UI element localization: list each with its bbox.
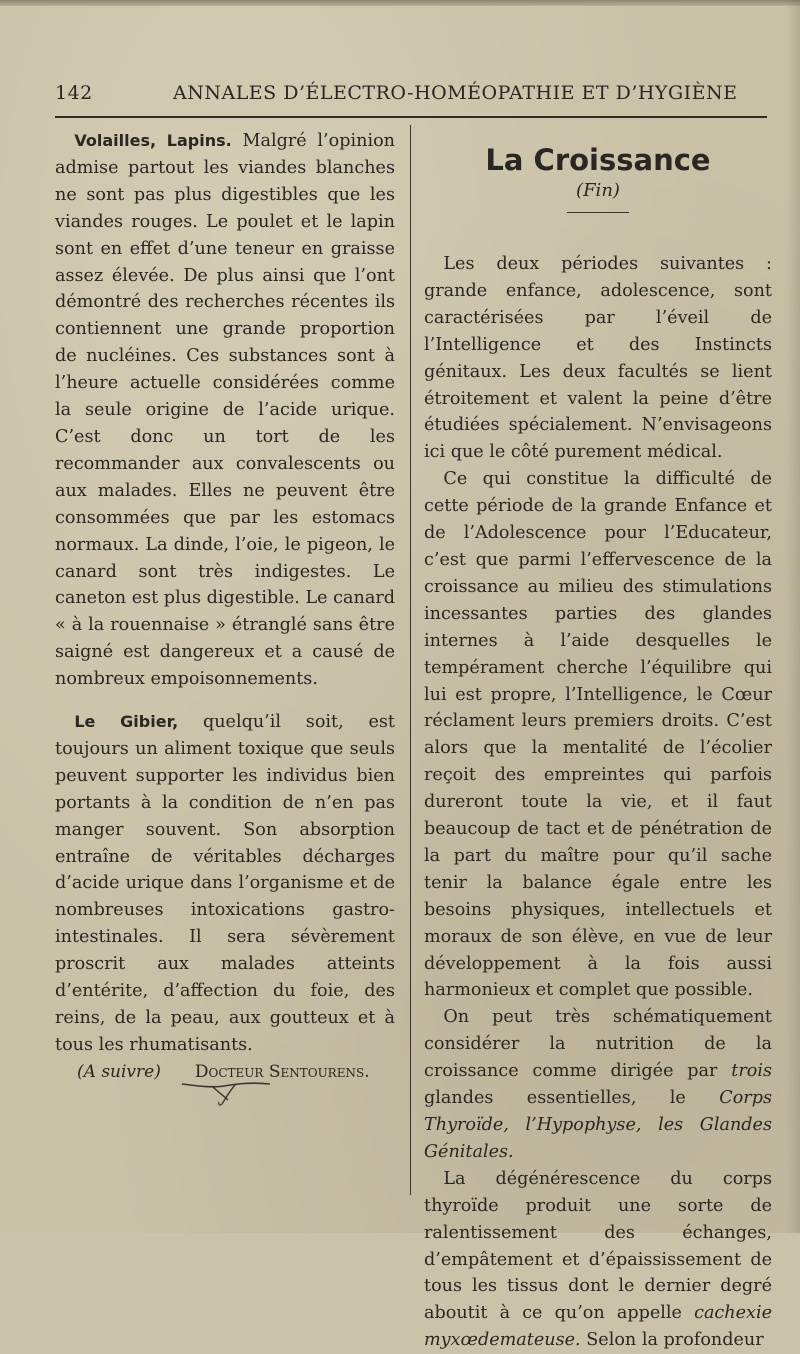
right-column: [424, 128, 772, 1354]
paragraph-poultry-text: Malgré l’opinion admise partout les viandes blanches ne sont pas plus digestibles que les viandes rouges. Le poulet et le lapin sont en effet d’une teneur en graisse assez élevée. De plus ainsi que l’ont démontré des recherches récentes ils contiennent une grande proportion de nucléines. Ces substances sont à l’heure actuelle considérées comme la seule origine de l’acide urique. C’est donc un tort de les recommander aux convalescents ou aux malades. Elles ne peuvent être consommées que par les estomacs normaux. La dinde, l’oie, le pigeon, le canard sont très indigestes. Le caneton est plus digestible. Le canard « à la rouennaise » étranglé sans être saigné est dangereux et a causé de nombreux empoisonnements.: [55, 131, 395, 690]
paragraph-difficulty: Ce qui constitue la difficulté de cette période de la grande Enfance et de l’Adolescence pour l’Educateur, c’est que parmi l’effervescence de la croissance au milieu des stimulations incessantes parties des glandes internes à l’aide desquelles le tempérament cherche l’équilibre qui lui est propre, l’Intelligence, le Cœur réclament leurs premiers droits. C’est alors que la mentalité de l’écolier reçoit des empreintes qui parfois dureront toute la vie, et il faut beaucoup de tact et de pénétration de la part du maître pour qu’il sache tenir la balance égale entre les besoins physiques, intellectuels et moraux de son élève, en vue de leur développement à la fois aussi harmonieux et complet que possible.: [424, 469, 772, 1001]
paragraph-glands: [424, 1004, 772, 1165]
title-rule: [567, 212, 629, 213]
glands-list: Corps Thyroïde, l’Hypophyse, les Glandes Génitales.: [424, 1088, 772, 1162]
paragraph-poultry: [55, 128, 395, 693]
thyroid-term: cachexie myxœdemateuse.: [424, 1303, 772, 1351]
paragraph-game-text: quelqu’il soit, est toujours un aliment toxique que seuls peuvent supporter les individus bien portants à la condition de n’en pas manger souvent. Son absorption entraîne de véritables décharges d’acide urique dans l’organisme et de nombreuses intoxications gastro-intestinales. Il sera sévèrement proscrit aux malades atteints d’entérite, d’affection du foie, des reins, de la peau, aux goutteux et à tous les rhumatisants.: [55, 712, 395, 1055]
glands-text-mid: glandes essentielles, le: [424, 1088, 720, 1109]
paragraph-game: [55, 709, 395, 1059]
run-in-heading-poultry: Volailles, Lapins.: [74, 131, 232, 150]
glands-text-start: On peut très schématiquement considérer la nutrition de la croissance comme dirigée par: [424, 1007, 772, 1082]
article-subtitle: (Fin): [576, 180, 620, 201]
run-in-heading-game: Le Gibier,: [74, 712, 179, 732]
running-head: [55, 82, 755, 112]
header-rule: [55, 116, 767, 118]
scanned-right-edge: [786, 0, 800, 1233]
paragraph-thyroid: [424, 1166, 772, 1354]
paragraph-periods: Les deux périodes suivantes : grande enfance, adolescence, sont caractérisées par l’éveil de l’Intelligence et des Instincts génitaux. Les deux facultés se lient étroitement et valent la peine d’être étudiées spécialement. N’envisageons ici que le côté purement médical.: [424, 254, 772, 463]
scanned-top-edge: [0, 0, 800, 6]
running-title: ANNALES D’ÉLECTRO-HOMÉOPATHIE ET D’HYGIÈNE: [173, 82, 738, 104]
thyroid-text-start: La dégénérescence du corps thyroïde produit une sorte de ralentissement des échanges, d’empâtement et d’épaississement de tous les tissus dont le dernier degré aboutit à ce qu’on appelle: [424, 1168, 772, 1324]
to-be-continued: (A suivre): [77, 1061, 161, 1082]
column-divider: [410, 125, 411, 1195]
ornament-flourish-icon: [178, 1072, 274, 1112]
left-column: [55, 128, 395, 1086]
page-number: 142: [55, 82, 93, 104]
author-name: Docteur Sentourens.: [194, 1061, 370, 1082]
article-title: La Croissance: [485, 143, 711, 177]
glands-count: trois: [731, 1061, 772, 1082]
thyroid-text-end: Selon la profondeur: [580, 1330, 764, 1351]
